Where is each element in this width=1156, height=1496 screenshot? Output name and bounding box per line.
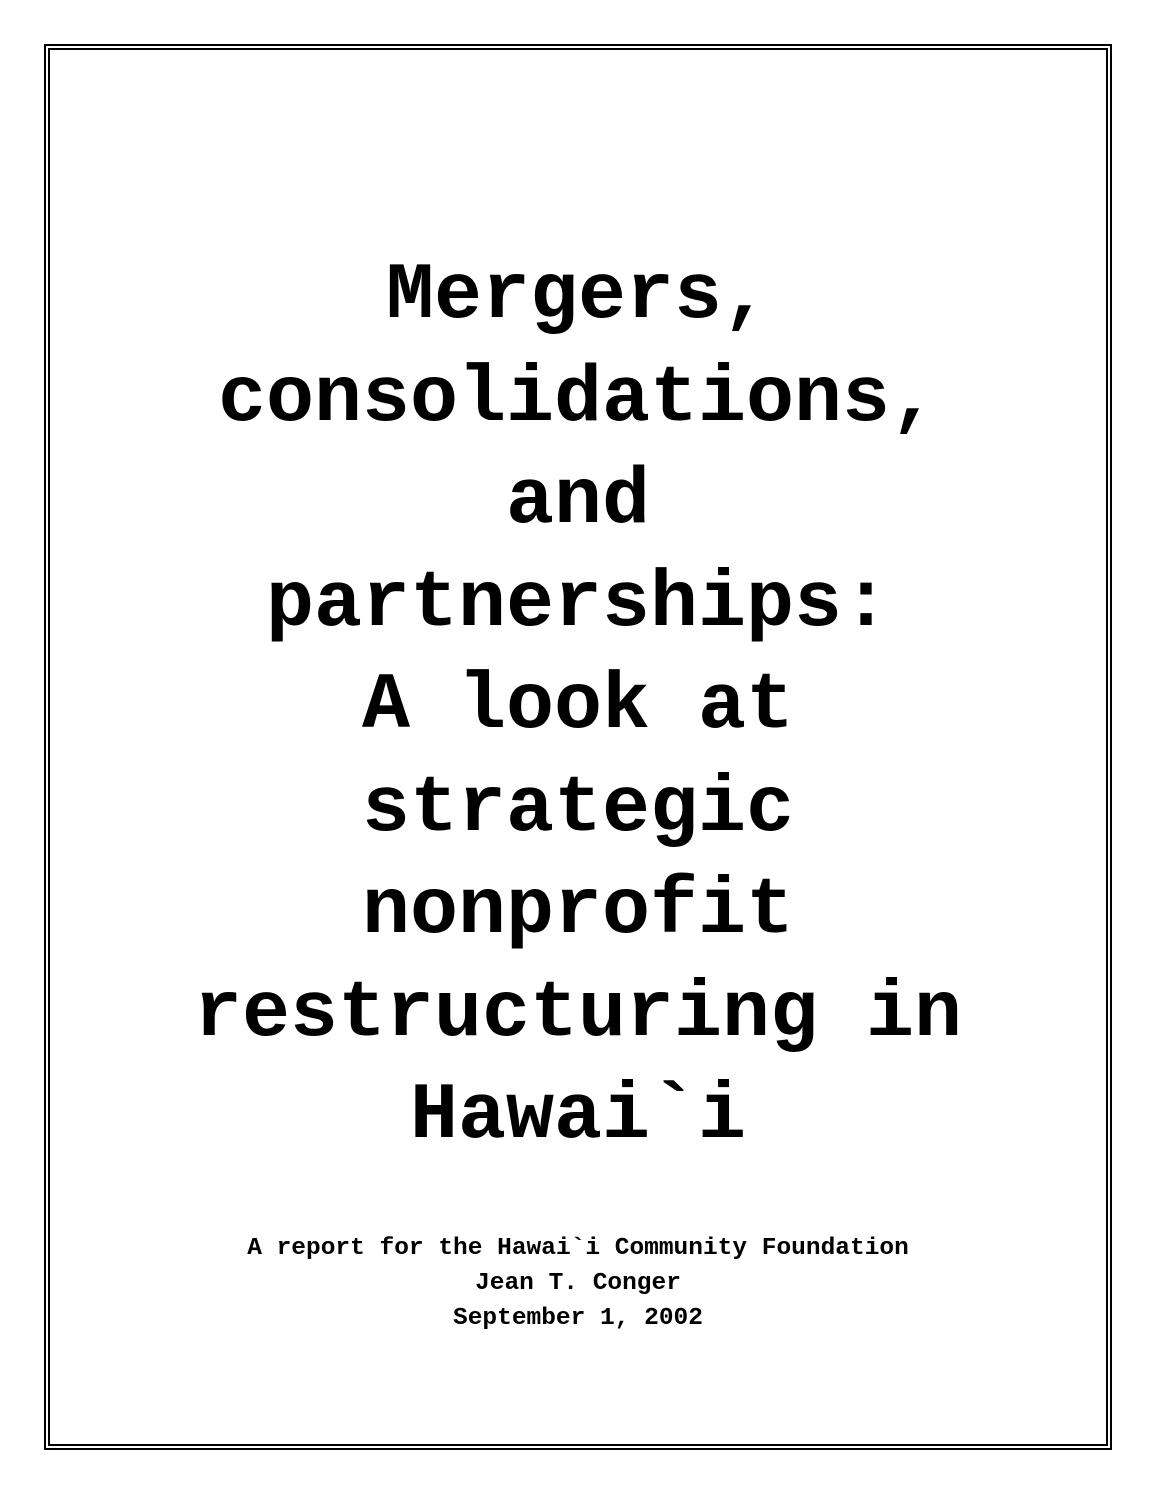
title-line: restructuring in	[193, 968, 963, 1060]
date-line: September 1, 2002	[453, 1305, 703, 1332]
document-title	[50, 246, 1106, 1169]
title-line: nonprofit	[361, 866, 795, 957]
author-line: Jean T. Conger	[475, 1270, 681, 1297]
title-line: strategic	[361, 763, 795, 855]
report-info	[50, 1231, 1106, 1336]
report-for-line: A report for the Hawai`i Community Foundation	[247, 1235, 909, 1262]
title-line: partnerships:	[265, 558, 891, 650]
title-line: A look at	[361, 661, 795, 752]
title-line: and	[505, 456, 651, 547]
title-line: Hawai`i	[409, 1071, 747, 1162]
title-line: Mergers,	[385, 251, 771, 342]
title-line: consolidations,	[217, 353, 939, 445]
